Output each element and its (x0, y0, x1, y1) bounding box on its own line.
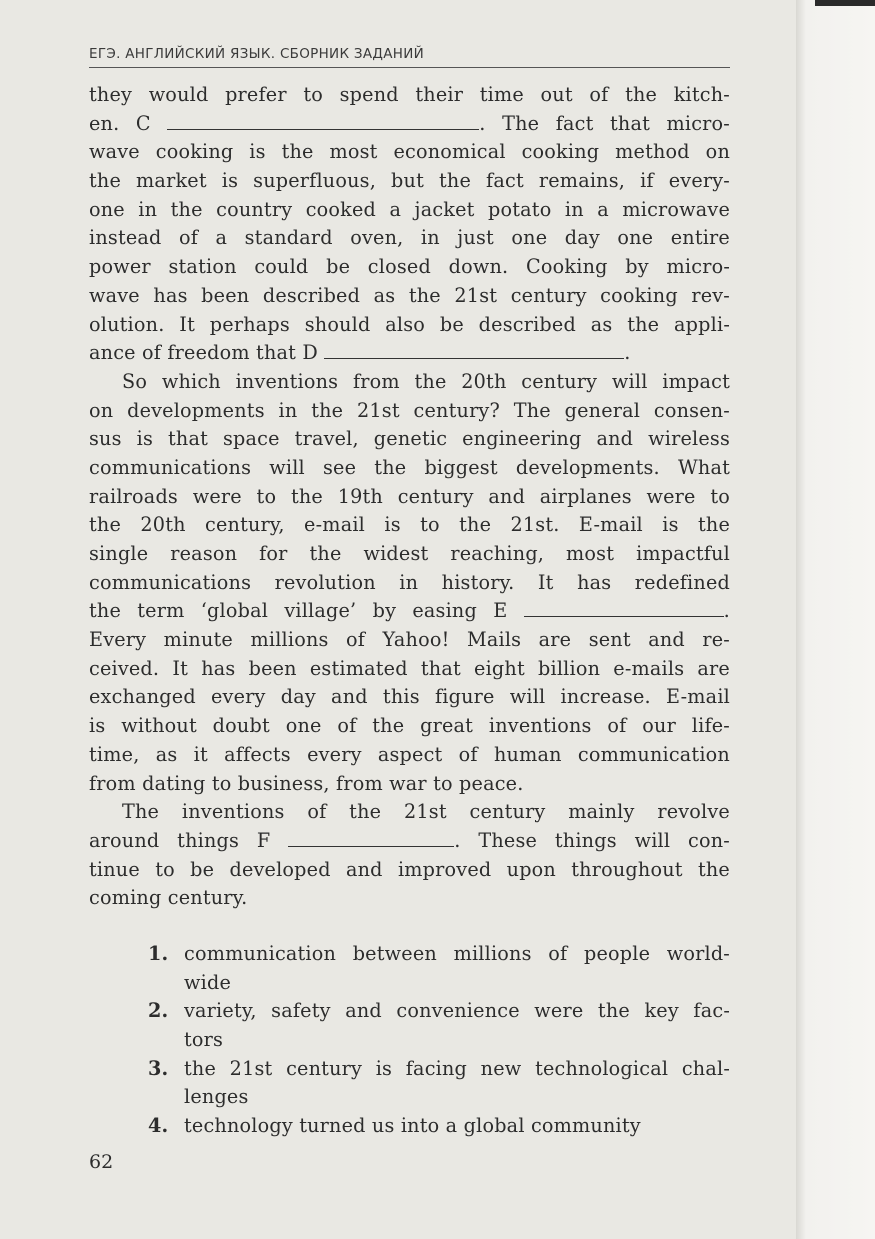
text-line: the market is superfluous, but the fact remains, if every- (89, 169, 730, 193)
text-line: one in the country cooked a jacket potato in a microwave (89, 197, 730, 221)
text-line: communications will see the biggest developments. What (89, 455, 730, 479)
text-line: sus is that space travel, genetic engineering and wireless (89, 427, 730, 451)
text-fragment: . These things will con- (454, 828, 730, 852)
option-number: 1. (148, 942, 169, 965)
text-line: So which inventions from the 20th century will impact (122, 369, 730, 393)
text-line: instead of a standard oven, in just one day one entire (89, 226, 730, 250)
option-1 (89, 940, 730, 997)
text-line-with-gap-c (89, 110, 730, 139)
option-number: 4. (148, 1114, 169, 1138)
text-fragment: . (624, 341, 631, 365)
text-line: is without doubt one of the great inventions of our life- (89, 714, 730, 738)
running-head: ЕГЭ. АНГЛИЙСКИЙ ЯЗЫК. СБОРНИК ЗАДАНИЙ (89, 46, 730, 68)
option-text: wide (184, 970, 231, 994)
option-text: tors (184, 1028, 224, 1052)
text-fragment: . The fact that micro- (479, 111, 730, 135)
text-line: on developments in the 21st century? The general consen- (89, 398, 730, 422)
text-line: Every minute millions of Yahoo! Mails are sent and re- (89, 628, 730, 652)
text-line: tinue to be developed and improved upon throughout the (89, 857, 730, 881)
option-2 (89, 997, 730, 1054)
text-line: coming century. (89, 886, 248, 910)
option-text: lenges (184, 1085, 249, 1109)
gap-e-blank (524, 598, 724, 617)
gap-label-e: the term ‘global village’ by easing E (89, 599, 508, 623)
gap-label-f: around things F (89, 828, 271, 852)
option-text: variety, safety and convenience were the key fac- (184, 999, 730, 1023)
answer-options (89, 940, 730, 1141)
text-line: railroads were to the 19th century and airplanes were to (89, 484, 730, 508)
option-text: communication between millions of people world- (184, 942, 730, 965)
text-line: exchanged every day and this figure will increase. E-mail (89, 685, 730, 709)
text-line: wave has been described as the 21st century cooking rev- (89, 283, 730, 307)
option-4 (89, 1112, 730, 1141)
text-line: wave cooking is the most economical cooking method on (89, 140, 730, 164)
gap-f-blank (288, 828, 454, 847)
gap-label-d: ance of freedom that D (89, 341, 318, 365)
gap-d-blank (324, 340, 624, 359)
text-line: time, as it affects every aspect of human communication (89, 742, 730, 766)
text-line: olution. It perhaps should also be described as the appli- (89, 312, 730, 336)
scan-corner (815, 0, 875, 6)
text-line: communications revolution in history. It has redefined (89, 570, 730, 594)
text-line: The inventions of the 21st century mainly revolve (122, 800, 730, 824)
text-line: power station could be closed down. Cooking by micro- (89, 255, 730, 279)
text-line: ceived. It has been estimated that eight billion e-mails are (89, 656, 730, 680)
text-line: from dating to business, from war to peace. (89, 771, 524, 795)
option-number: 3. (148, 1056, 169, 1080)
option-text: the 21st century is facing new technological chal- (184, 1056, 730, 1080)
page-edge (796, 0, 875, 1239)
text-line: they would prefer to spend their time out of the kitch- (89, 83, 730, 106)
reading-text (89, 81, 730, 913)
text-line-with-gap-d (89, 339, 730, 368)
option-text: technology turned us into a global community (184, 1114, 641, 1138)
text-line: the 20th century, e-mail is to the 21st. E-mail is the (89, 513, 730, 537)
option-number: 2. (148, 999, 169, 1023)
option-3 (89, 1055, 730, 1112)
gap-label-c: en. C (89, 111, 151, 135)
text-line-with-gap-e (89, 597, 730, 626)
text-fragment: . (723, 599, 730, 623)
text-line-with-gap-f (89, 827, 730, 856)
text-line: single reason for the widest reaching, most impactful (89, 542, 730, 565)
page-number: 62 (89, 1151, 114, 1173)
gap-c-blank (167, 111, 479, 130)
